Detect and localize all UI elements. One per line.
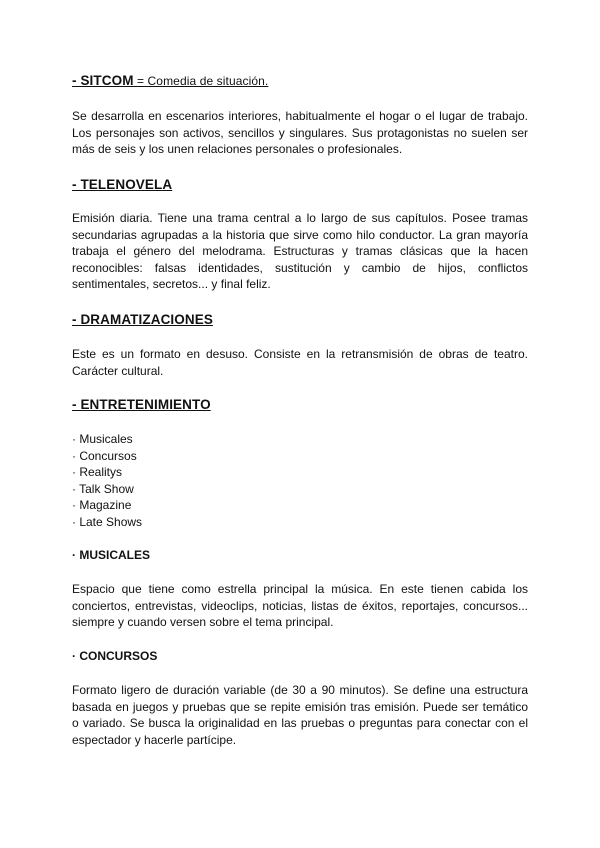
- sitcom-equals: =: [136, 74, 145, 88]
- sitcom-paragraph: Se desarrolla en escenarios interiores, habitualmente el hogar o el lugar de trabajo. Los personajes son activos, sencillos y singulares. Sus protagonistas no suelen ser más de seis y los unen relaciones personales o profesionales.: [72, 109, 528, 156]
- list-item: · Talk Show: [72, 481, 134, 496]
- heading-concursos: · CONCURSOS: [72, 649, 158, 663]
- heading-sitcom: [72, 73, 268, 88]
- telenovela-paragraph: Emisión diaria. Tiene una trama central a lo largo de sus capítulos. Posee tramas secundarias agrupadas a la historia que sirve como hilo conductor. La gran mayoría trabaja el género del melodrama. Estructuras y tramas clásicas que la hacen reconocibles: falsas identidades, sustitución y cambio de hijos, conflictos sentimentales, secretos... y final feliz.: [72, 211, 528, 291]
- list-item: · Magazine: [72, 498, 132, 513]
- entretenimiento-list: [72, 431, 142, 531]
- list-item: · Late Shows: [72, 514, 143, 529]
- heading-sitcom-title: - SITCOM: [72, 73, 134, 88]
- concursos-paragraph: Formato ligero de duración variable (de 30 a 90 minutos). Se define una estructura basada en juegos y pruebas que se repite emisión tras emisión. Puede ser temático o variado. Se busca la originalidad en las pruebas o preguntas para conectar con el espectador y hacerle partícipe.: [72, 683, 528, 747]
- list-item: · Concursos: [72, 448, 137, 463]
- heading-dramatizaciones: - DRAMATIZACIONES: [72, 312, 213, 327]
- heading-musicales: · MUSICALES: [72, 548, 150, 562]
- musicales-paragraph: Espacio que tiene como estrella principal la música. En este tienen cabida los conciertos, entrevistas, videoclips, noticias, listas de éxitos, reportajes, concursos... siempre y cuando versen sobre el tema principal.: [72, 582, 528, 629]
- heading-telenovela: - TELENOVELA: [72, 177, 173, 192]
- dramatizaciones-paragraph: Este es un formato en desuso. Consiste en la retransmisión de obras de teatro. Carácter cultural.: [72, 347, 528, 378]
- list-item: · Realitys: [72, 465, 123, 480]
- sitcom-definition: Comedia de situación.: [147, 74, 269, 88]
- heading-entretenimiento: - ENTRETENIMIENTO: [72, 397, 211, 412]
- list-item: · Musicales: [72, 432, 133, 446]
